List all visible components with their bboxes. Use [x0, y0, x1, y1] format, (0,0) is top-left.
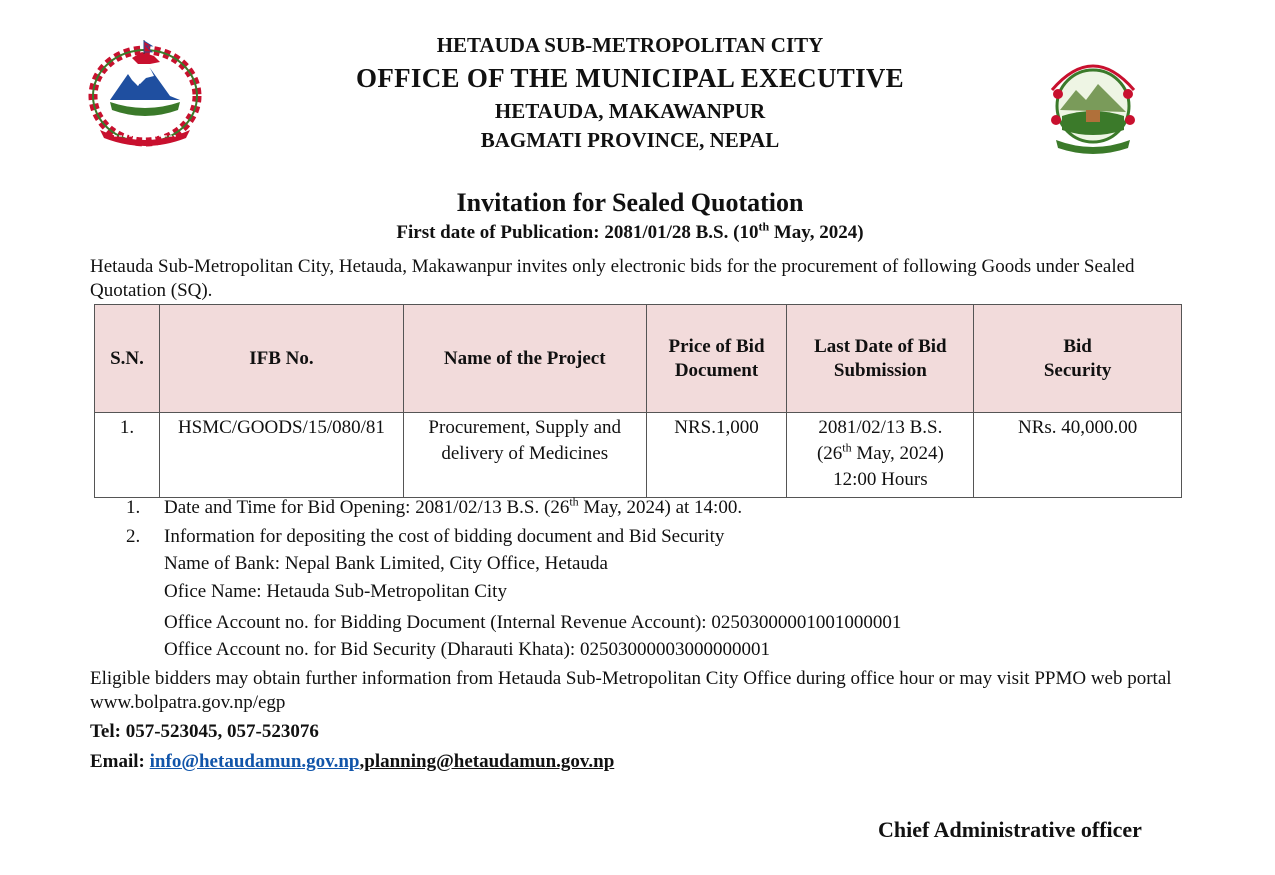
header-location: HETAUDA, MAKAWANPUR: [494, 99, 766, 123]
deposit-info-text: Information for depositing the cost of bidding document and Bid Security: [164, 526, 725, 547]
bank-name: Name of Bank: Nepal Bank Limited, City Office, Hetauda: [164, 553, 608, 574]
bid-opening-text: Date and Time for Bid Opening: 2081/02/13 B.S. (26th May, 2024) at 14:00.: [164, 494, 743, 518]
cell-security: NRs. 40,000.00: [974, 413, 1182, 498]
email-link-planning[interactable]: planning@hetaudamun.gov.np: [364, 751, 615, 772]
account-bidding-document: Office Account no. for Bidding Document (Internal Revenue Account): 02503000001001000001: [164, 612, 902, 633]
cell-project: Procurement, Supply and delivery of Medicines: [403, 413, 646, 498]
list-item-bid-opening: [90, 494, 1190, 521]
account-bid-security: Office Account no. for Bid Security (Dharauti Khata): 02503000003000000001: [164, 639, 770, 660]
cell-ifb: HSMC/GOODS/15/080/81: [159, 413, 403, 498]
cell-sn: 1.: [95, 413, 160, 498]
list-number: 2.: [126, 526, 141, 547]
header-office-name: OFFICE OF THE MUNICIPAL EXECUTIVE: [356, 63, 904, 93]
header-city-name: HETAUDA SUB-METROPOLITAN CITY: [436, 33, 824, 57]
header-province: BAGMATI PROVINCE, NEPAL: [480, 128, 780, 152]
email-line: Email: info@hetaudamun.gov.np,planning@hetaudamun.gov.np: [90, 751, 615, 772]
email-link-info[interactable]: info@hetaudamun.gov.np: [149, 751, 360, 772]
telephone: Tel: 057-523045, 057-523076: [90, 721, 319, 742]
office-name: Ofice Name: Hetauda Sub-Metropolitan City: [164, 581, 507, 602]
col-header-ifb: IFB No.: [159, 305, 403, 413]
eligible-bidders-paragraph: Eligible bidders may obtain further information from Hetauda Sub-Metropolitan City Office during office hour or may visit PPMO web portal www.bolpatra.gov.np/egp: [90, 668, 1172, 713]
cell-last-date: 2081/02/13 B.S. (26th May, 2024) 12:00 Hours: [787, 413, 974, 498]
list-item-deposit-info: [90, 526, 1190, 550]
col-header-security: Bid Security: [974, 305, 1182, 413]
intro-paragraph: Hetauda Sub-Metropolitan City, Hetauda, Makawanpur invites only electronic bids for the procurement of following Goods under Sealed Quotation (SQ).: [90, 256, 1135, 301]
table-header-row: [95, 305, 1182, 413]
table-row: [95, 413, 1182, 498]
col-header-project: Name of the Project: [403, 305, 646, 413]
publication-date: First date of Publication: 2081/01/28 B.S. (10th May, 2024): [396, 219, 864, 243]
col-header-sn: S.N.: [95, 305, 160, 413]
bid-table: [94, 304, 1182, 498]
list-number: 1.: [126, 497, 141, 518]
signature-title: Chief Administrative officer: [878, 817, 1142, 842]
col-header-last-date: Last Date of Bid Submission: [787, 305, 974, 413]
col-header-price: Price of Bid Document: [646, 305, 787, 413]
email-label: Email:: [90, 751, 150, 772]
cell-price: NRS.1,000: [646, 413, 787, 498]
notice-title: Invitation for Sealed Quotation: [456, 188, 804, 217]
